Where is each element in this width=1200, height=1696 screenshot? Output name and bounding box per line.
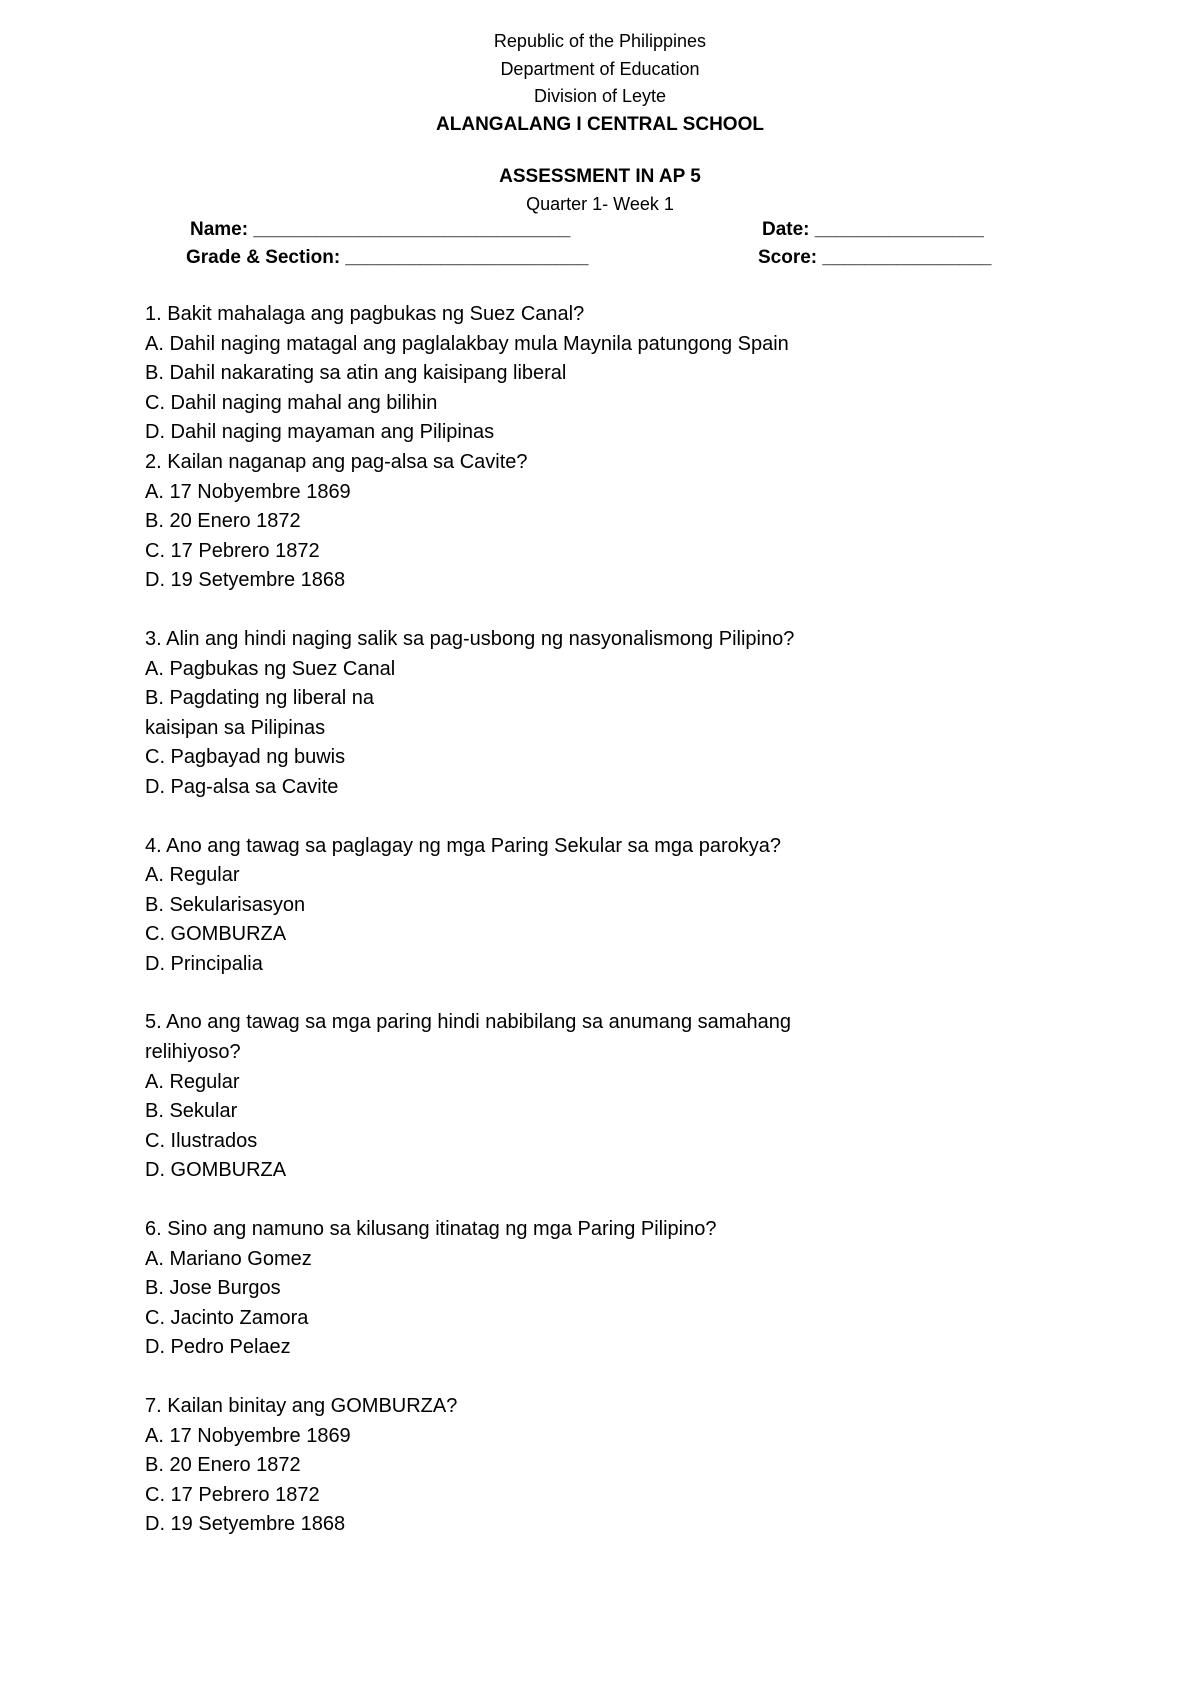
question-text: 3. Alin ang hindi naging salik sa pag-usbong ng nasyonalismong Pilipino?	[145, 627, 795, 650]
answer-choice: kaisipan sa Pilipinas	[145, 716, 326, 739]
question-block	[145, 625, 1145, 803]
date-field: Date: ________________	[762, 219, 984, 240]
score-field: Score: ________________	[758, 247, 992, 268]
answer-choice: B. 20 Enero 1872	[145, 1454, 301, 1477]
answer-choice: D. Pag-alsa sa Cavite	[145, 775, 339, 798]
answer-choice: A. Regular	[145, 864, 240, 887]
answer-choice: B. Jose Burgos	[145, 1277, 281, 1300]
answer-choice: A. Pagbukas ng Suez Canal	[145, 657, 396, 680]
assessment-title: ASSESSMENT IN AP 5	[499, 165, 701, 187]
answer-choice: D. GOMBURZA	[145, 1159, 287, 1182]
answer-choice: D. 19 Setyembre 1868	[145, 569, 346, 592]
name-field: Name: ______________________________	[190, 219, 571, 240]
header-republic: Republic of the Philippines	[493, 31, 707, 51]
question-text: relihiyoso?	[145, 1041, 241, 1064]
answer-choice: C. GOMBURZA	[145, 923, 287, 946]
answer-choice: A. 17 Nobyembre 1869	[145, 1424, 351, 1447]
answer-choice: B. 20 Enero 1872	[145, 510, 301, 533]
document-header	[0, 28, 1200, 218]
school-name: ALANGALANG I CENTRAL SCHOOL	[436, 113, 764, 135]
answer-choice: C. Jacinto Zamora	[145, 1306, 309, 1329]
answer-choice: B. Sekularisasyon	[145, 893, 306, 916]
answer-choice: B. Pagdating ng liberal na	[145, 687, 375, 710]
answer-choice: A. 17 Nobyembre 1869	[145, 480, 351, 503]
question-text: 1. Bakit mahalaga ang pagbukas ng Suez Canal?	[145, 303, 585, 325]
header-department: Department of Education	[500, 58, 700, 79]
header-division: Division of Leyte	[533, 86, 667, 106]
grade-section-field: Grade & Section: _______________________	[186, 247, 589, 268]
answer-choice: C. 17 Pebrero 1872	[145, 1483, 320, 1506]
answer-choice: A. Dahil naging matagal ang paglalakbay mula Maynila patungong Spain	[145, 332, 789, 355]
question-text: 2. Kailan naganap ang pag-alsa sa Cavite?	[145, 450, 528, 473]
answer-choice: A. Regular	[145, 1070, 240, 1093]
question-text: 6. Sino ang namuno sa kilusang itinatag ng mga Paring Pilipino?	[145, 1218, 717, 1241]
answer-choice: D. Pedro Pelaez	[145, 1336, 291, 1359]
question-block	[145, 1008, 1145, 1186]
answer-choice: C. Pagbayad ng buwis	[145, 746, 346, 769]
answer-choice: D. Dahil naging mayaman ang Pilipinas	[145, 421, 495, 444]
answer-choice: C. Ilustrados	[145, 1129, 258, 1152]
question-list	[145, 300, 1145, 1540]
answer-choice: B. Dahil nakarating sa atin ang kaisipang liberal	[145, 362, 567, 385]
answer-choice: D. 19 Setyembre 1868	[145, 1513, 346, 1536]
question-text: 7. Kailan binitay ang GOMBURZA?	[145, 1395, 458, 1417]
question-block	[145, 1215, 1145, 1363]
answer-choice: B. Sekular	[145, 1100, 238, 1123]
answer-choice: D. Principalia	[145, 952, 263, 975]
question-text: 4. Ano ang tawag sa paglagay ng mga Paring Sekular sa mga parokya?	[145, 834, 781, 857]
question-block	[145, 448, 1145, 596]
question-text: 5. Ano ang tawag sa mga paring hindi nabibilang sa anumang samahang	[145, 1011, 792, 1034]
question-block	[145, 1392, 1145, 1540]
question-block	[145, 300, 1145, 448]
answer-choice: C. 17 Pebrero 1872	[145, 539, 320, 562]
quarter-week: Quarter 1- Week 1	[526, 193, 674, 214]
answer-choice: C. Dahil naging mahal ang bilihin	[145, 391, 438, 414]
question-block	[145, 832, 1145, 980]
answer-choice: A. Mariano Gomez	[145, 1247, 312, 1270]
